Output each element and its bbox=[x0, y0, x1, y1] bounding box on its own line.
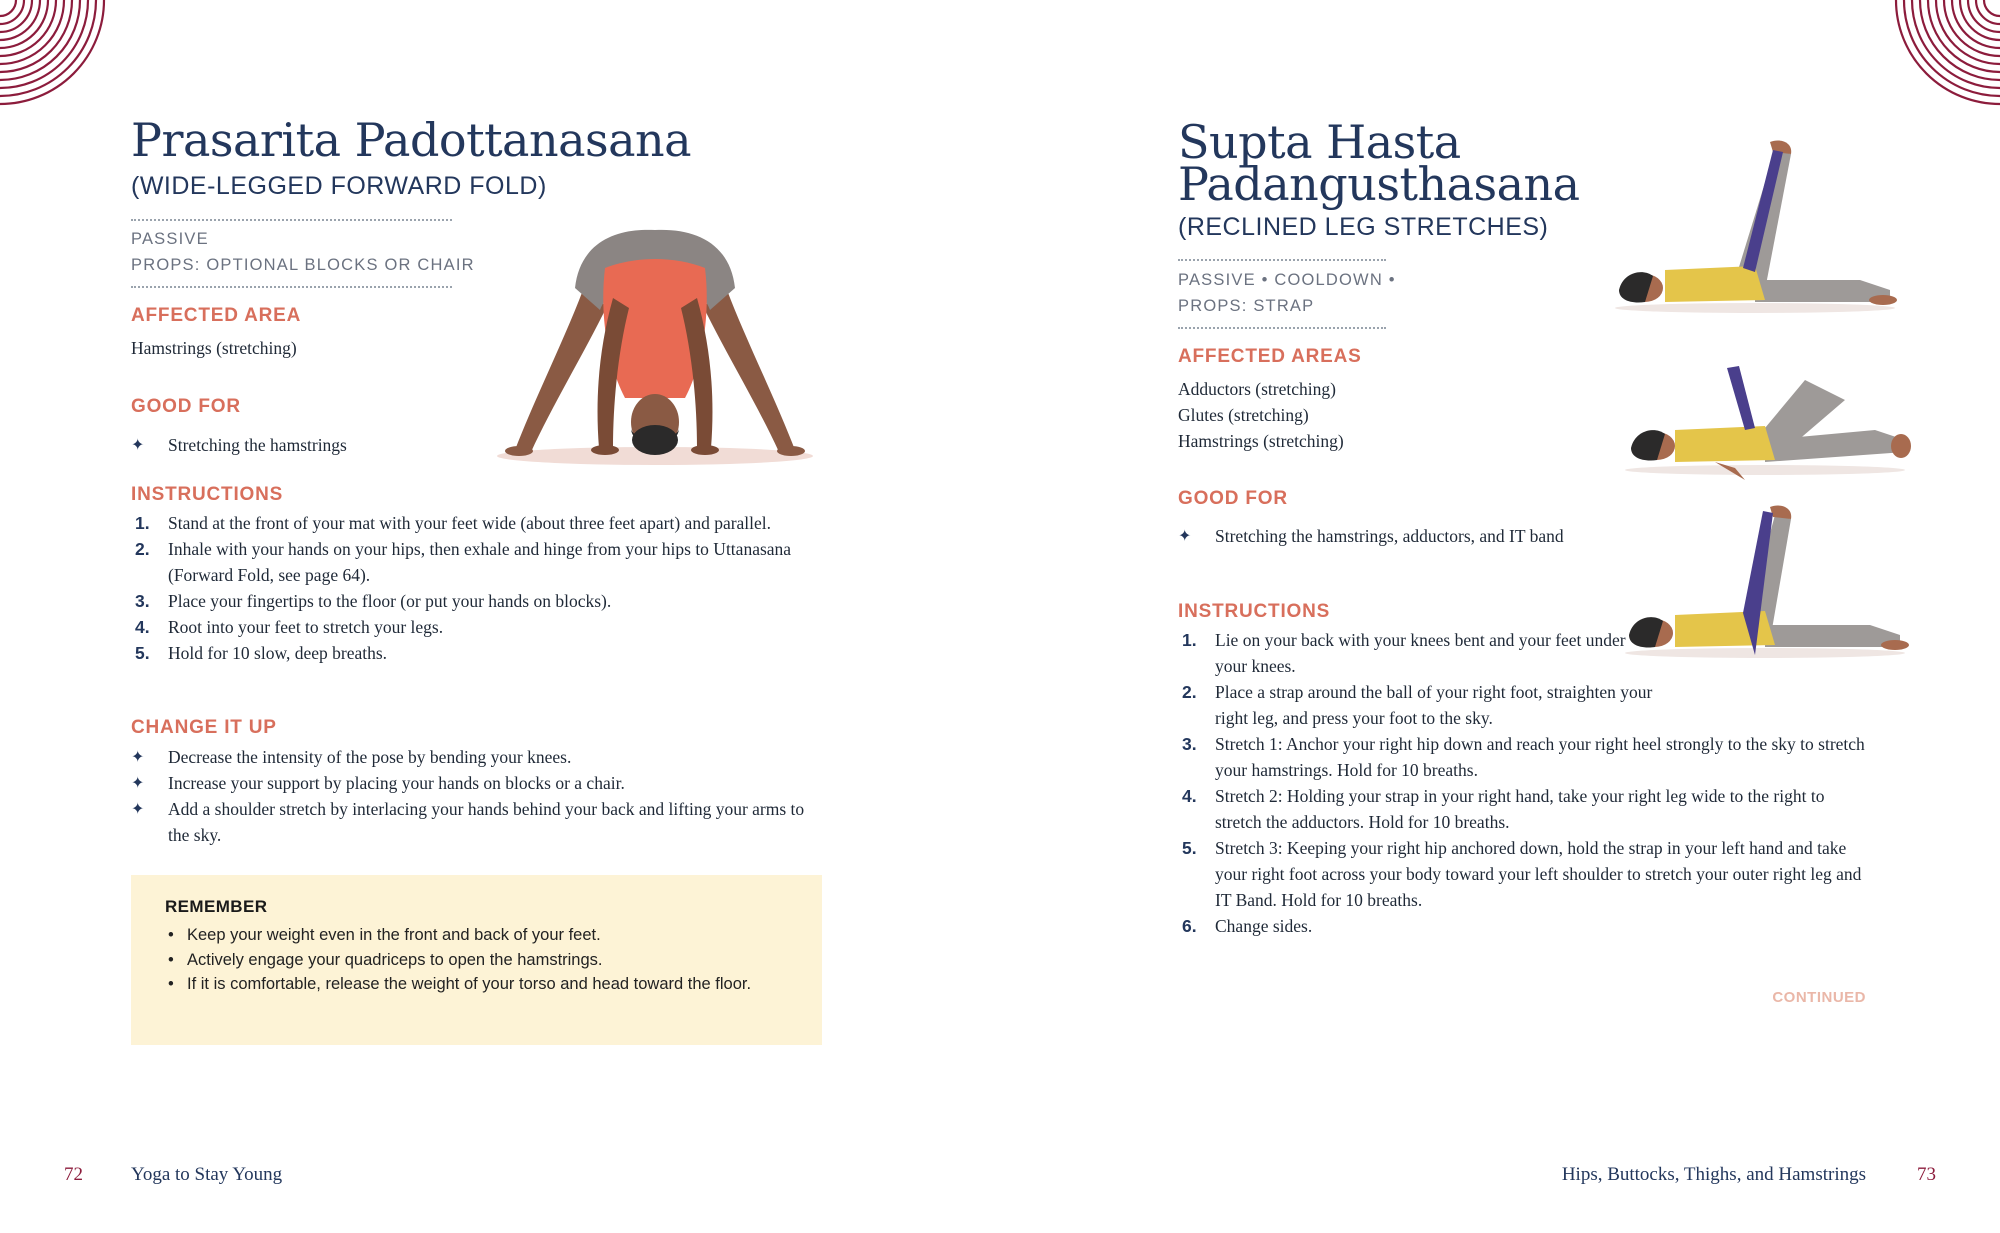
continued-label: CONTINUED bbox=[1772, 989, 1866, 1006]
star-bullet-icon: ✦ bbox=[131, 799, 145, 818]
star-bullet-icon: ✦ bbox=[131, 773, 145, 792]
left-page-number: 72 bbox=[64, 1164, 83, 1185]
left-affected-heading: AFFECTED AREA bbox=[131, 305, 302, 326]
list-item: 3. Place your fingertips to the floor (or put your hands on blocks). bbox=[135, 591, 612, 611]
remember-box bbox=[131, 875, 822, 1045]
left-pose-type: PASSIVE bbox=[131, 230, 209, 248]
right-goodfor-heading: GOOD FOR bbox=[1178, 488, 1288, 509]
left-goodfor-list bbox=[131, 432, 491, 458]
left-goodfor-heading: GOOD FOR bbox=[131, 396, 241, 417]
list-item: ✦ Decrease the intensity of the pose by bending your knees. bbox=[131, 744, 807, 770]
list-item: 6. Change sides. bbox=[1182, 916, 1313, 936]
left-instructions-heading: INSTRUCTIONS bbox=[131, 484, 284, 505]
reclined-stretch-1-illustration bbox=[1605, 140, 1905, 315]
star-bullet-icon: ✦ bbox=[131, 435, 145, 454]
star-bullet-icon: ✦ bbox=[1178, 526, 1192, 545]
star-bullet-icon: ✦ bbox=[131, 747, 145, 766]
left-pose-props: PROPS: OPTIONAL BLOCKS OR CHAIR bbox=[131, 256, 475, 274]
right-divider-top bbox=[1178, 259, 1386, 261]
list-item: ✦ Stretching the hamstrings bbox=[131, 432, 491, 458]
left-divider-top bbox=[131, 219, 452, 221]
left-instructions-list bbox=[131, 510, 807, 666]
right-divider-bottom bbox=[1178, 327, 1386, 329]
wide-legged-forward-fold-illustration bbox=[495, 228, 815, 473]
list-item: 1. Lie on your back with your knees bent and your feet under your knees. bbox=[1182, 630, 1626, 676]
list-item: Adductors (stretching) bbox=[1178, 379, 1336, 399]
left-pose-title: Prasarita Padottanasana bbox=[131, 113, 692, 167]
list-item: ✦ Increase your support by placing your hands on blocks or a chair. bbox=[131, 770, 807, 796]
list-item: 5. Hold for 10 slow, deep breaths. bbox=[135, 643, 388, 663]
left-change-heading: CHANGE IT UP bbox=[131, 717, 277, 738]
list-item: ✦ Add a shoulder stretch by interlacing your hands behind your back and lifting your arms to the sky. bbox=[131, 796, 807, 848]
list-item: • Keep your weight even in the front and back of your feet. bbox=[165, 923, 765, 948]
right-instructions-list bbox=[1178, 627, 1866, 939]
right-instructions-heading: INSTRUCTIONS bbox=[1178, 601, 1331, 622]
right-pose-props: PROPS: STRAP bbox=[1178, 297, 1315, 315]
list-item: Glutes (stretching) bbox=[1178, 405, 1309, 425]
list-item: 1. Stand at the front of your mat with your feet wide (about three feet apart) and parallel. bbox=[135, 513, 772, 533]
left-affected-item: Hamstrings (stretching) bbox=[131, 338, 297, 358]
list-item: 2. Inhale with your hands on your hips, then exhale and hinge from your hips to Uttanasana (Forward Fold, see page 64). bbox=[135, 539, 792, 585]
list-item: 4. Stretch 2: Holding your strap in your right hand, take your right leg wide to the right to stretch the adductors. Hold for 10 breaths. bbox=[1182, 786, 1825, 832]
list-item: 5. Stretch 3: Keeping your right hip anchored down, hold the strap in your left hand and take your right foot across your body toward your left shoulder to stretch your outer right leg and IT Band. Hold for 10 breaths. bbox=[1182, 838, 1862, 910]
remember-list bbox=[165, 923, 765, 997]
left-change-list bbox=[131, 744, 807, 848]
left-running-title: Yoga to Stay Young bbox=[131, 1164, 283, 1185]
right-page-number: 73 bbox=[1917, 1164, 1936, 1185]
left-pose-subtitle: (WIDE-LEGGED FORWARD FOLD) bbox=[131, 172, 547, 200]
corner-rings-right-decoration bbox=[1890, 0, 2000, 110]
right-pose-title-line1: Supta Hasta bbox=[1178, 115, 1461, 169]
right-affected-heading: AFFECTED AREAS bbox=[1178, 346, 1362, 367]
right-pose-title-line2: Padangusthasana bbox=[1178, 157, 1580, 211]
corner-rings-left-decoration bbox=[0, 0, 110, 110]
left-divider-bottom bbox=[131, 286, 452, 288]
right-pose-type: PASSIVE • COOLDOWN • bbox=[1178, 271, 1396, 289]
list-item: ✦ Stretching the hamstrings, adductors, and IT band bbox=[1178, 523, 1568, 549]
list-item: Hamstrings (stretching) bbox=[1178, 431, 1344, 451]
right-affected-list bbox=[1178, 376, 1344, 454]
list-item: 4. Root into your feet to stretch your legs. bbox=[135, 617, 444, 637]
list-item: 2. Place a strap around the ball of your right foot, straighten your right leg, and press your foot to the sky. bbox=[1182, 682, 1653, 728]
list-item: • Actively engage your quadriceps to open the hamstrings. bbox=[165, 948, 765, 973]
remember-heading: REMEMBER bbox=[165, 897, 268, 916]
right-running-title: Hips, Buttocks, Thighs, and Hamstrings bbox=[1561, 1164, 1866, 1185]
right-goodfor-list bbox=[1178, 523, 1568, 549]
list-item: 3. Stretch 1: Anchor your right hip down and reach your right heel strongly to the sky to stretch your hamstrings. Hold for 10 breaths. bbox=[1182, 734, 1865, 780]
right-pose-subtitle: (RECLINED LEG STRETCHES) bbox=[1178, 213, 1549, 241]
list-item: • If it is comfortable, release the weight of your torso and head toward the floor. bbox=[165, 972, 765, 997]
reclined-stretch-2-illustration bbox=[1615, 350, 1915, 480]
